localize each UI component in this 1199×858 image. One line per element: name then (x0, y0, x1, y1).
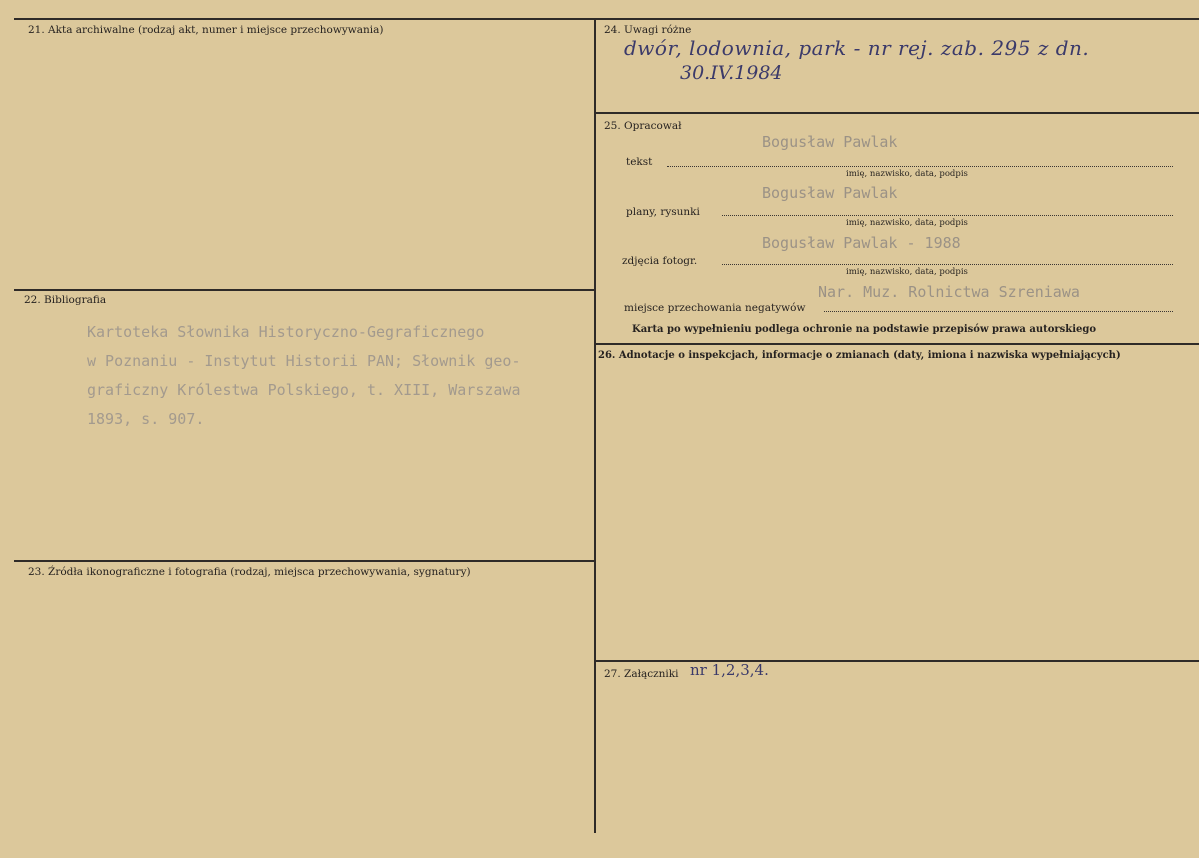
photos-author-caption: imię, nazwisko, data, podpis (846, 267, 968, 277)
center-divider (594, 18, 596, 833)
section-22-label: 22. Bibliografia (24, 294, 107, 306)
negatives-location-value: Nar. Muz. Rolnictwa Szreniawa (818, 283, 1080, 301)
plans-author-label: plany, rysunki (626, 206, 700, 218)
section-24-label: 24. Uwagi różne (604, 24, 692, 36)
remarks-handwriting-line2: 30.IV.1984 (680, 62, 783, 84)
text-author-value: Bogusław Pawlak (762, 133, 898, 151)
photos-author-label: zdjęcia fotogr. (622, 255, 698, 267)
bibliography-line: Kartoteka Słownika Historyczno-Gegraficznego (87, 323, 485, 341)
bibliography-line: 1893, s. 907. (87, 410, 205, 428)
text-author-line (667, 166, 1173, 167)
attachments-handwriting: nr 1,2,3,4. (690, 661, 769, 679)
copyright-note: Karta po wypełnieniu podlega ochronie na podstawie przepisów prawa autorskiego (632, 324, 1097, 335)
plans-author-value: Bogusław Pawlak (762, 184, 898, 202)
text-author-caption: imię, nazwisko, data, podpis (846, 169, 968, 179)
section-21-label: 21. Akta archiwalne (rodzaj akt, numer i miejsce przechowywania) (28, 24, 384, 36)
text-author-label: tekst (626, 156, 653, 168)
remarks-handwriting-line1: dwór, lodownia, park - nr rej. zab. 295 z dn. (624, 36, 1090, 60)
divider-26-27 (596, 660, 1199, 662)
bibliography-line: graficzny Królestwa Polskiego, t. XIII, Warszawa (87, 381, 521, 399)
plans-author-line (722, 215, 1173, 216)
section-27-label: 27. Załączniki (604, 668, 679, 680)
section-23-label: 23. Źródła ikonograficzne i fotografia (rodzaj, miejsca przechowywania, sygnatury) (28, 566, 471, 578)
photos-author-value: Bogusław Pawlak - 1988 (762, 234, 961, 252)
section-26-label: 26. Adnotacje o inspekcjach, informacje o zmianach (daty, imiona i nazwiska wypełniających) (598, 350, 1121, 361)
divider-24-25 (596, 112, 1199, 114)
bibliography-text (87, 318, 592, 434)
negatives-location-label: miejsce przechowania negatywów (624, 302, 806, 314)
section-25-label: 25. Opracował (604, 120, 682, 132)
divider-21-22 (14, 289, 594, 291)
plans-author-caption: imię, nazwisko, data, podpis (846, 218, 968, 228)
photos-author-line (722, 264, 1173, 265)
divider-25-26 (596, 343, 1199, 345)
top-rule (14, 18, 1199, 20)
negatives-location-line (824, 311, 1173, 312)
divider-22-23 (14, 560, 594, 562)
bibliography-line: w Poznaniu - Instytut Historii PAN; Słownik geo- (87, 352, 521, 370)
